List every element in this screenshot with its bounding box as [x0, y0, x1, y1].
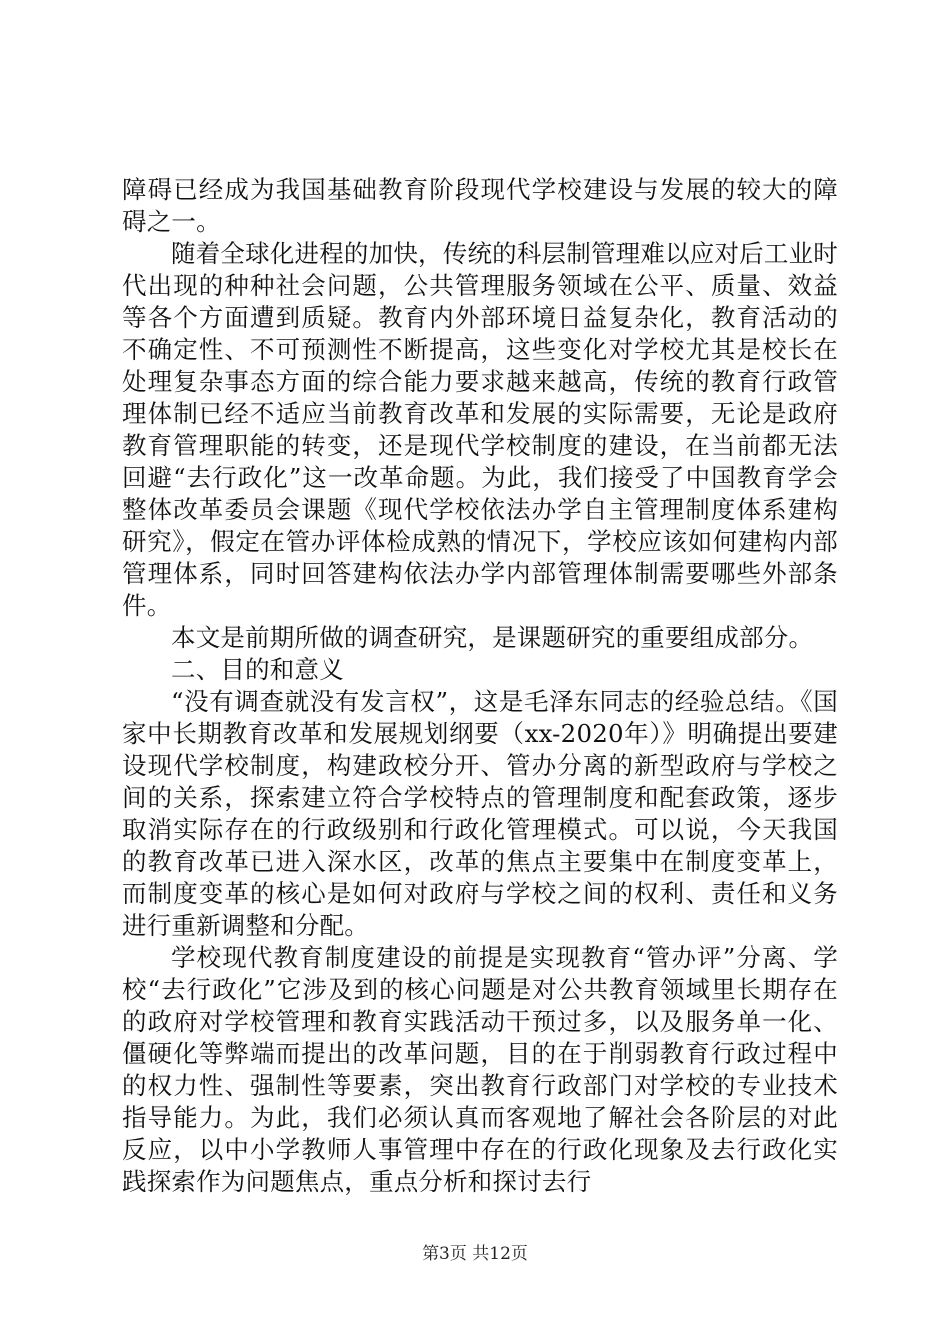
page-footer: 第3页 共12页	[422, 1244, 528, 1264]
section-heading: 二、目的和意义	[171, 655, 344, 684]
paragraph-purpose: “没有调查就没有发言权”，这是毛泽东同志的经验总结。《国家中长期教育改革和发展规划纲要（xx-2020年）》明确提出要建设现代学校制度，构建政校分开、管办分离的新型政府与学校之间的关系，探索建立符合学校特点的管理制度和配套政策，逐步取消实际存在的行政级别和行政化管理模式。可以说，今天我国的教育改革已进入深水区，改革的焦点主要集中在制度变革上，而制度变革的核心是如何对政府与学校之间的权利、责任和义务进行重新调整和分配。	[122, 687, 838, 940]
paragraph-reform: 学校现代教育制度建设的前提是实现教育“管办评”分离、学校“去行政化”它涉及到的核心问题是对公共教育领域里长期存在的政府对学校管理和教育实践活动干预过多，以及服务单一化、僵硬化等弊端而提出的改革问题，目的在于削弱教育行政过程中的权力性、强制性等要素，突出教育行政部门对学校的专业技术指导能力。为此，我们必须认真而客观地了解社会各阶层的对此反应，以中小学教师人事管理中存在的行政化现象及去行政化实践探索作为问题焦点，重点分析和探讨去行	[122, 943, 838, 1196]
paragraph-research-summary: 本文是前期所做的调查研究，是课题研究的重要组成部分。	[171, 623, 814, 652]
paragraph-continuation: 障碍已经成为我国基础教育阶段现代学校建设与发展的较大的障碍之一。	[122, 175, 838, 236]
document-body	[122, 174, 838, 1198]
paragraph-globalization: 随着全球化进程的加快，传统的科层制管理难以应对后工业时代出现的种种社会问题，公共管理服务领域在公平、质量、效益等各个方面遭到质疑。教育内外部环境日益复杂化，教育活动的不确定性、不可预测性不断提高，这些变化对学校尤其是校长在处理复杂事态方面的综合能力要求越来越高，传统的教育行政管理体制已经不适应当前教育改革和发展的实际需要，无论是政府教育管理职能的转变，还是现代学校制度的建设，在当前都无法回避“去行政化”这一改革命题。为此，我们接受了中国教育学会整体改革委员会课题《现代学校依法办学自主管理制度体系建构研究》，假定在管办评体检成熟的情况下，学校应该如何建构内部管理体系，同时回答建构依法办学内部管理体制需要哪些外部条件。	[122, 239, 838, 620]
